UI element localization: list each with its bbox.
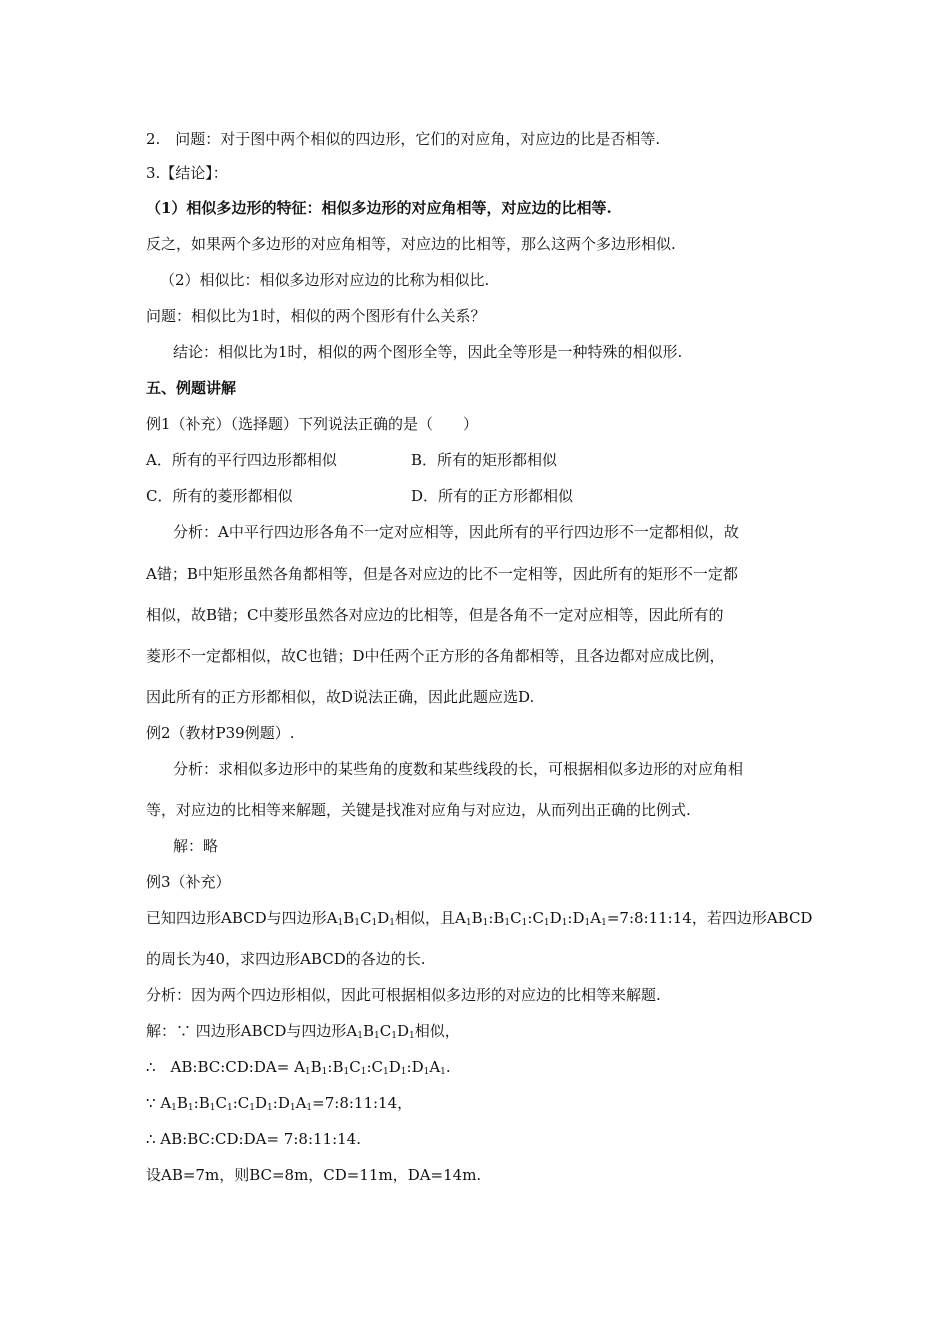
- example-3: 例3（补充）: [146, 873, 231, 891]
- solution-3-step-2: ∴ AB:BC:CD:DA= $A_1B_1:B_1C_1:C_1D_1:D_1A_1$.: [146, 1058, 451, 1077]
- analysis-1-line-5: 因此所有的正方形都相似，故D说法正确，因此此题应选D.: [146, 688, 535, 706]
- option-b: B．所有的矩形都相似: [411, 451, 558, 469]
- analysis-1-line-1: 分析：A中平行四边形各角不一定对应相等，因此所有的平行四边形不一定都相似，故: [173, 523, 739, 541]
- ratio-expression: $A_1B_1:B_1C_1:C_1D_1:D_1A_1$: [454, 909, 607, 928]
- analysis-2-line-1: 分析：求相似多边形中的某些角的度数和某些线段的长，可根据相似多边形的对应角相: [173, 760, 744, 778]
- quad-a1b1c1d1: $A_1B_1C_1D_1$: [326, 909, 395, 928]
- solution-3-step-5: 设AB=7m，则BC=8m，CD=11m，DA=14m.: [146, 1166, 482, 1184]
- example-3-line-1: 已知四边形ABCD与四边形$A_1B_1C_1D_1$相似，且$A_1B_1:B_1C_1:C_1D_1:D_1A_1=7:8:11:14$，若四边形ABCD: [146, 909, 813, 928]
- solution-3-step-4: ∴ AB:BC:CD:DA= 7:8:11:14.: [146, 1130, 361, 1148]
- analysis-1-line-4: 菱形不一定都相似，故C也错；D中任两个正方形的各角都相等，且各边都对应成比例，: [146, 647, 725, 665]
- conclusion-ratio-one: 结论：相似比为1时，相似的两个图形全等，因此全等形是一种特殊的相似形.: [173, 343, 683, 361]
- option-a: A．所有的平行四边形都相似: [146, 451, 337, 469]
- conclusion-1: （1）相似多边形的特征：相似多边形的对应角相等，对应边的比相等.: [146, 199, 612, 217]
- option-c: C．所有的菱形都相似: [146, 487, 293, 505]
- example-1: 例1（补充）（选择题）下列说法正确的是（ ）: [146, 415, 479, 433]
- question-ratio-one: 问题：相似比为1时，相似的两个图形有什么关系？: [146, 307, 486, 325]
- option-d: D．所有的正方形都相似: [411, 487, 574, 505]
- conclusion-heading: 3.【结论】：: [146, 164, 228, 182]
- example-2: 例2（教材P39例题）.: [146, 724, 295, 742]
- conclusion-1-converse: 反之，如果两个多边形的对应角相等，对应边的比相等，那么这两个多边形相似.: [146, 235, 676, 253]
- example-3-line-2: 的周长为40，求四边形ABCD的各边的长.: [146, 950, 426, 968]
- analysis-1-line-2: A错；B中矩形虽然各角都相等，但是各对应边的比不一定相等，因此所有的矩形不一定都: [146, 565, 738, 583]
- solution-3-step-1: 解：∵ 四边形ABCD与四边形$A_1B_1C_1D_1$相似，: [146, 1022, 460, 1041]
- analysis-3: 分析：因为两个四边形相似，因此可根据相似多边形的对应边的比相等来解题.: [146, 986, 661, 1004]
- analysis-1-line-3: 相似，故B错；C中菱形虽然各对应边的比相等，但是各角不一定对应相等，因此所有的: [146, 606, 724, 624]
- conclusion-2: （2）相似比：相似多边形对应边的比称为相似比.: [160, 271, 490, 289]
- solution-3-step-3: ∵ $A_1B_1:B_1C_1:C_1D_1:D_1A_1=7:8:11:14$，: [146, 1094, 413, 1113]
- section-5-heading: 五、例题讲解: [146, 379, 237, 397]
- analysis-2-line-2: 等，对应边的比相等来解题，关键是找准对应角与对应边，从而列出正确的比例式.: [146, 801, 691, 819]
- solution-2: 解：略: [173, 837, 219, 855]
- question-2: 2. 问题：对于图中两个相似的四边形，它们的对应角，对应边的比是否相等.: [146, 130, 661, 148]
